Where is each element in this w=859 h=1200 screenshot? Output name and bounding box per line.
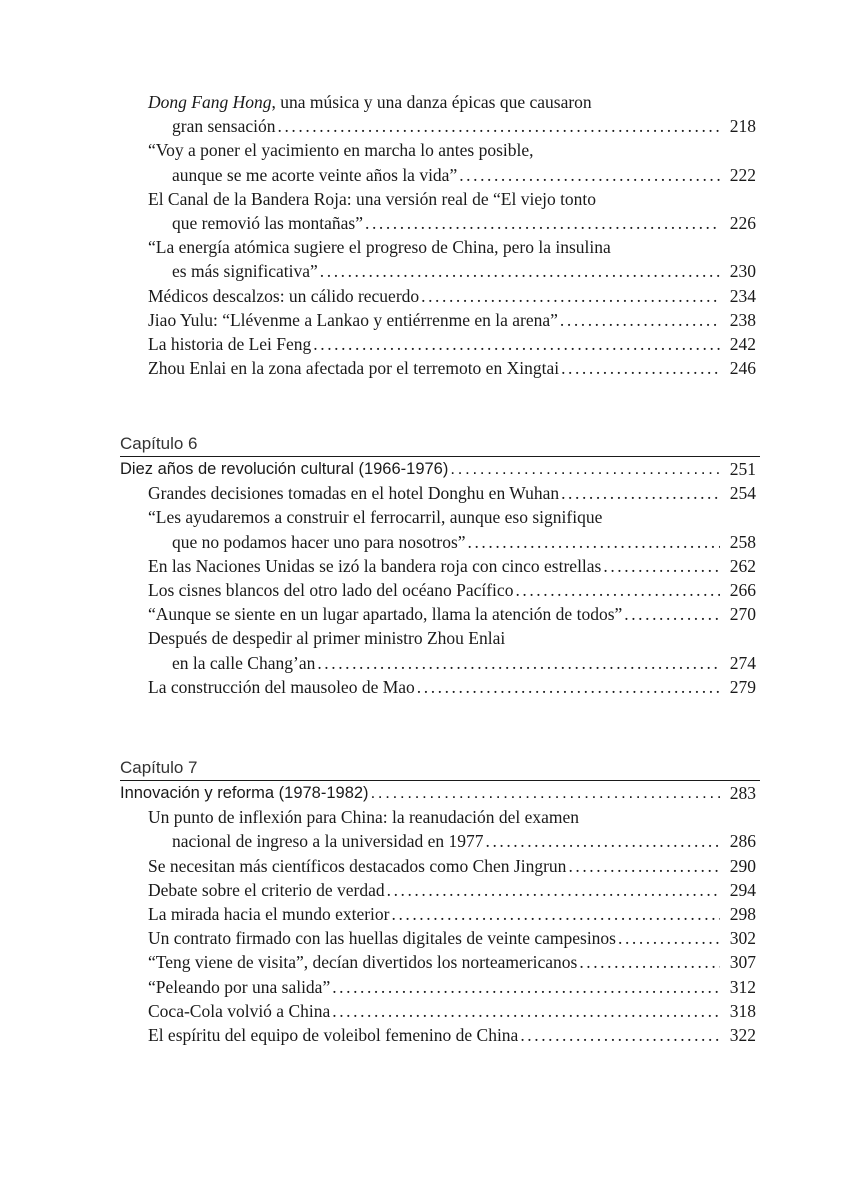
page-number: 222 (729, 164, 756, 185)
chapter-title: Innovación y reforma (1978-1982) (120, 784, 369, 802)
page-number: 307 (729, 952, 756, 973)
page-number: 230 (729, 261, 756, 282)
toc-entry[interactable] (120, 805, 760, 853)
leader-dots (518, 1023, 720, 1047)
page-number: 234 (729, 285, 756, 306)
entry-title-line: “Peleando por una salida” (148, 976, 331, 997)
toc-entry[interactable] (120, 902, 760, 926)
toc-entry[interactable] (120, 878, 760, 902)
leader-dots (513, 578, 720, 602)
toc-entry[interactable] (120, 90, 760, 138)
entry-title-line: Debate sobre el criterio de verdad (148, 879, 385, 900)
toc-entry[interactable] (120, 926, 760, 950)
entry-title-line: “Aunque se siente en un lugar apartado, llama la atención de todos” (148, 604, 623, 625)
chapter-title-entry[interactable] (120, 781, 760, 805)
toc-entry[interactable] (120, 481, 760, 505)
page-number: 302 (729, 928, 756, 949)
leader-dots (577, 950, 720, 974)
entry-title-line: que no podamos hacer uno para nosotros” (172, 531, 466, 552)
page-number: 270 (729, 604, 756, 625)
leader-dots (415, 675, 720, 699)
page-number: 242 (729, 333, 756, 354)
page-number: 238 (729, 309, 756, 330)
intro-section (120, 90, 760, 380)
leader-dots (330, 999, 720, 1023)
entry-title-line: es más significativa” (172, 261, 318, 282)
entry-title-line: “Voy a poner el yacimiento en marcha lo antes posible, (148, 140, 534, 161)
entry-title-line: Los cisnes blancos del otro lado del océano Pacífico (148, 579, 514, 600)
page-number: 254 (729, 483, 756, 504)
toc-entry[interactable] (120, 578, 760, 602)
entry-title-line: Jiao Yulu: “Llévenme a Lankao y entiérrenme en la arena” (148, 309, 558, 330)
chapter-label: Capítulo 7 (120, 758, 198, 777)
leader-dots (330, 975, 720, 999)
page-number: 318 (729, 1000, 756, 1021)
page-number: 246 (729, 358, 756, 379)
leader-dots (363, 211, 720, 235)
leader-dots (318, 259, 720, 283)
page-number: 290 (729, 855, 756, 876)
toc-entry[interactable] (120, 950, 760, 974)
leader-dots (558, 308, 720, 332)
page-number: 226 (729, 212, 756, 233)
page-number: 298 (729, 903, 756, 924)
toc-entry[interactable] (120, 1023, 760, 1047)
page-number: 283 (729, 783, 756, 803)
entry-title-line: Zhou Enlai en la zona afectada por el terremoto en Xingtai (148, 358, 560, 379)
leader-dots (484, 829, 721, 853)
leader-dots (559, 356, 720, 380)
leader-dots (457, 163, 720, 187)
entry-title-line: La mirada hacia el mundo exterior (148, 903, 390, 924)
entry-title-line: Grandes decisiones tomadas en el hotel Donghu en Wuhan (148, 483, 560, 504)
page-number: 258 (729, 531, 756, 552)
toc-entry[interactable] (120, 356, 760, 380)
entry-title-line: gran sensación (172, 116, 276, 137)
entry-title-line: aunque se me acorte veinte años la vida” (172, 164, 458, 185)
toc-entry[interactable] (120, 187, 760, 235)
toc-entry[interactable] (120, 284, 760, 308)
toc-entry[interactable] (120, 554, 760, 578)
entry-title-line: La historia de Lei Feng (148, 333, 312, 354)
toc-entry[interactable] (120, 975, 760, 999)
entry-title-line: en la calle Chang’an (172, 652, 316, 673)
leader-dots (385, 878, 720, 902)
toc-entry[interactable] (120, 505, 760, 553)
leader-dots (601, 554, 720, 578)
entry-title-line: nacional de ingreso a la universidad en 1977 (172, 831, 484, 852)
chapter-title-entry[interactable] (120, 457, 760, 481)
leader-dots (276, 114, 720, 138)
leader-dots (559, 481, 720, 505)
entry-title-line: “Teng viene de visita”, decían divertidos los norteamericanos (148, 952, 578, 973)
page-number: 279 (729, 676, 756, 697)
leader-dots (419, 284, 720, 308)
leader-dots (622, 602, 720, 626)
entry-title-line: “Les ayudaremos a construir el ferrocarril, aunque eso signifique (148, 507, 603, 528)
entry-title-line: “La energía atómica sugiere el progreso de China, pero la insulina (148, 237, 611, 258)
entry-title-line: Un contrato firmado con las huellas digitales de veinte campesinos (148, 928, 616, 949)
toc-entry[interactable] (120, 308, 760, 332)
leader-dots (390, 902, 721, 926)
leader-dots (616, 926, 720, 950)
page-number: 322 (729, 1024, 756, 1045)
chapter-label: Capítulo 6 (120, 434, 198, 453)
page-number: 218 (729, 116, 756, 137)
entry-title-italic: Dong Fang Hong (148, 92, 272, 112)
toc-entry[interactable] (120, 138, 760, 186)
entry-title-line: En las Naciones Unidas se izó la bandera roja con cinco estrellas (148, 555, 602, 576)
toc-entry[interactable] (120, 854, 760, 878)
toc-entry[interactable] (120, 626, 760, 674)
leader-dots (311, 332, 720, 356)
entry-title-line: Un punto de inflexión para China: la reanudación del examen (148, 807, 580, 828)
toc-entry[interactable] (120, 235, 760, 283)
entry-title-line: Después de despedir al primer ministro Zhou Enlai (148, 628, 506, 649)
leader-dots (466, 530, 720, 554)
chapter-7-section (120, 756, 760, 1047)
page-number: 262 (729, 555, 756, 576)
toc-entry[interactable] (120, 675, 760, 699)
leader-dots (566, 854, 720, 878)
toc-entry[interactable] (120, 332, 760, 356)
entry-title-line: , una música y una danza épicas que causaron (271, 92, 592, 112)
toc-entry[interactable] (120, 999, 760, 1023)
chapter-6-section (120, 432, 760, 699)
page-number: 251 (729, 459, 756, 479)
page-number: 274 (729, 652, 756, 673)
page-number: 294 (729, 879, 756, 900)
leader-dots (315, 651, 720, 675)
entry-title-line: Coca-Cola volvió a China (148, 1000, 331, 1021)
leader-dots (369, 781, 720, 805)
chapter-title: Diez años de revolución cultural (1966-1976) (120, 460, 449, 478)
entry-title-line: Se necesitan más científicos destacados como Chen Jingrun (148, 855, 567, 876)
page-number: 266 (729, 579, 756, 600)
entry-title-line: El Canal de la Bandera Roja: una versión real de “El viejo tonto (148, 188, 597, 209)
entry-title-line: que removió las montañas” (172, 212, 363, 233)
page-number: 286 (729, 831, 756, 852)
entry-title-line: El espíritu del equipo de voleibol femenino de China (148, 1024, 519, 1045)
entry-title-line: La construcción del mausoleo de Mao (148, 676, 415, 697)
toc-entry[interactable] (120, 602, 760, 626)
leader-dots (448, 457, 720, 481)
entry-title-line: Médicos descalzos: un cálido recuerdo (148, 285, 420, 306)
page-number: 312 (729, 976, 756, 997)
